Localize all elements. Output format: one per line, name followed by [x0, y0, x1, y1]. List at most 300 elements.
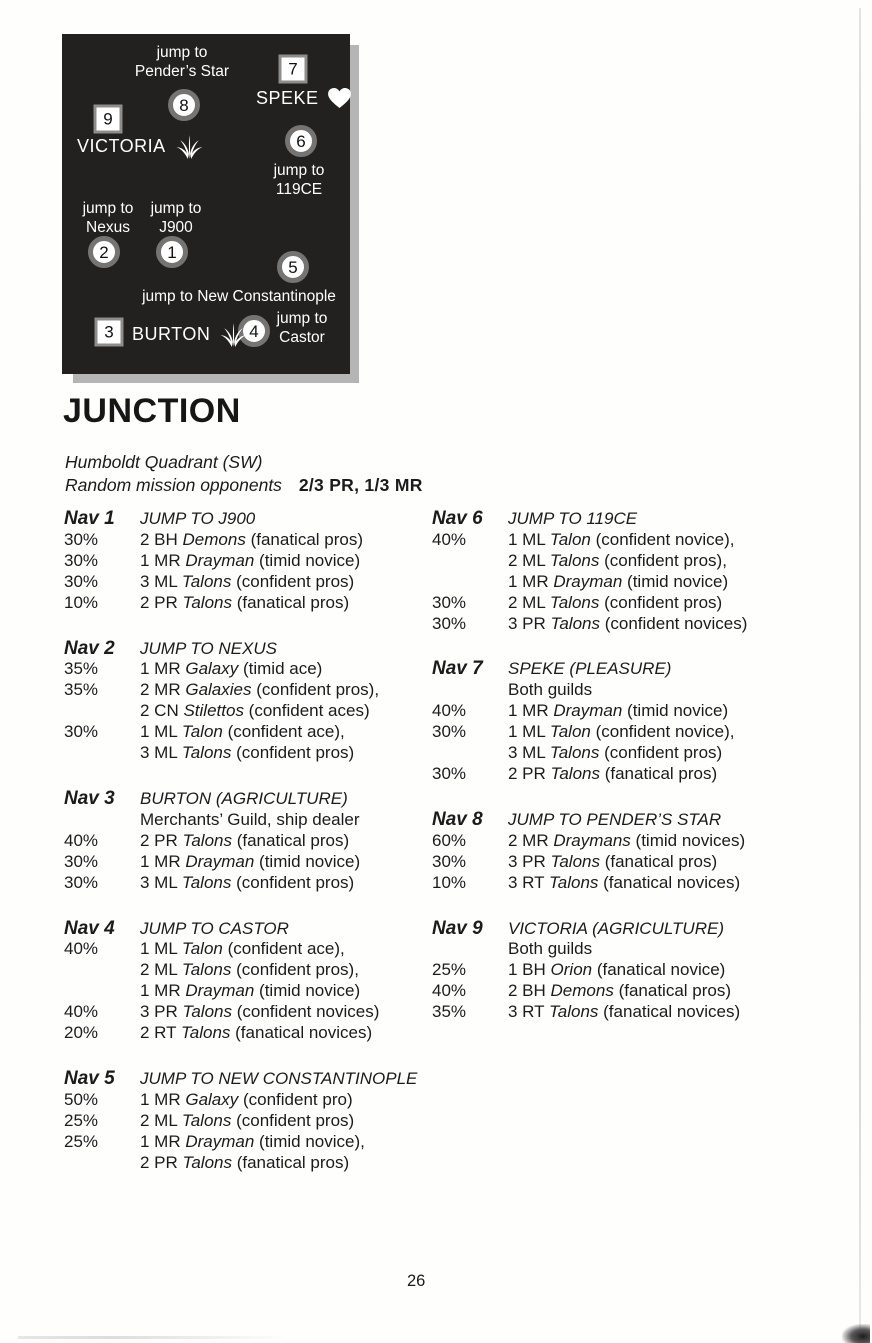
nav-block: [64, 509, 434, 614]
row-right-cell: [140, 789, 434, 810]
nav-marker-number: 3: [104, 322, 114, 342]
row-right-cell: [140, 639, 434, 660]
encounter-text: 1 MR: [508, 701, 554, 721]
probability: 10%: [64, 592, 99, 612]
agriculture-icon: [175, 134, 204, 159]
scan-smudge-bottom: [18, 1336, 288, 1339]
nav-block: [432, 509, 832, 634]
encounter-text: 1 MR: [140, 659, 186, 679]
encounter-text: (fanatical pros): [232, 830, 350, 850]
nav-title: VICTORIA (AGRICULTURE): [508, 918, 724, 938]
row-left-cell: [432, 614, 508, 635]
row-left-cell: [432, 852, 508, 873]
encounter-line: [508, 593, 832, 614]
encounter-line: [140, 1002, 434, 1023]
ship-name: Talon: [181, 722, 223, 742]
row-left-cell: [432, 831, 508, 852]
table-row: [64, 1090, 434, 1111]
row-right-cell: [140, 1069, 434, 1090]
encounter-line: [140, 701, 434, 722]
table-row: [64, 1132, 434, 1174]
encounter-line: [140, 1153, 434, 1174]
row-right-cell: [140, 659, 434, 680]
nav-marker-6: [285, 125, 317, 157]
random-opponents-value: 2/3 PR, 1/3 MR: [298, 475, 423, 495]
ship-name: Draymans: [553, 830, 631, 850]
encounter-line: [140, 1111, 434, 1132]
row-right-cell: [508, 593, 832, 614]
quadrant-subtitle: Humboldt Quadrant (SW): [65, 452, 263, 472]
row-left-cell: [64, 1069, 140, 1090]
encounter-text: (confident aces): [243, 701, 370, 721]
probability: 30%: [64, 529, 99, 549]
row-left-cell: [64, 831, 140, 852]
table-row: [64, 1111, 434, 1132]
encounter-text: 2 RT: [140, 1023, 181, 1043]
encounter-text: (confident pros): [231, 1110, 355, 1130]
encounter-line: [508, 701, 832, 722]
encounter-text: 2 ML: [508, 550, 550, 570]
row-right-cell: [508, 919, 832, 940]
map-label-victoria: [77, 134, 204, 159]
encounter-line: [140, 530, 434, 551]
table-row: [432, 509, 832, 530]
ship-name: Talons: [181, 872, 232, 892]
table-row: [432, 659, 832, 680]
map-label-text: Pender’s Star: [134, 62, 230, 80]
nav-marker-number: 2: [99, 242, 109, 262]
map-label-text: SPEKE: [256, 87, 319, 108]
encounter-line: [508, 1002, 832, 1023]
encounter-line: [508, 614, 832, 635]
encounter-line: [140, 680, 434, 701]
row-right-cell: [140, 680, 434, 722]
encounter-text: (confident pros),: [251, 680, 380, 700]
encounter-line: [508, 831, 832, 852]
encounter-line: [140, 551, 434, 572]
ship-name: Talon: [549, 529, 591, 549]
map-label-text: BURTON: [132, 324, 211, 345]
row-right-cell: [508, 722, 832, 764]
row-left-cell: [64, 659, 140, 680]
row-left-cell: [64, 852, 140, 873]
encounter-text: (fanatical novices): [598, 872, 741, 892]
map-label-jump-nexus: [83, 200, 134, 237]
heart-icon: [328, 88, 351, 108]
map-label-text: jump to New Constantinople: [142, 288, 336, 305]
encounter-line: [140, 722, 434, 743]
row-right-cell: [508, 810, 832, 831]
map-label-text: jump to: [82, 200, 134, 217]
probability: 35%: [432, 1002, 467, 1022]
row-right-cell: [140, 939, 434, 1002]
ship-name: Demons: [182, 529, 246, 549]
ship-name: Talons: [182, 830, 232, 850]
row-left-cell: [64, 1090, 140, 1111]
row-right-cell: [140, 530, 434, 551]
table-row: [64, 919, 434, 940]
nav-id: Nav 1: [64, 508, 115, 529]
row-left-cell: [64, 919, 140, 940]
probability: 40%: [432, 981, 467, 1001]
table-row: [64, 939, 434, 1002]
map-label-text: Castor: [279, 328, 325, 346]
nav-id: Nav 9: [432, 917, 483, 939]
ship-name: Galaxy: [185, 659, 239, 679]
encounter-line: [508, 722, 832, 743]
ship-name: Talons: [182, 592, 232, 612]
row-left-cell: [432, 593, 508, 614]
encounter-text: 2 PR: [140, 1152, 183, 1172]
map-label-text: J900: [159, 218, 193, 236]
encounter-text: (timid novices): [630, 830, 746, 850]
encounter-text: (fanatical novice): [592, 960, 726, 980]
row-right-cell: [508, 614, 832, 635]
encounter-text: 2 CN: [140, 701, 184, 721]
table-row: [64, 572, 434, 593]
encounter-text: (confident novices): [232, 1002, 380, 1022]
probability: 10%: [432, 872, 467, 892]
map-label-text: 119CE: [275, 180, 323, 198]
probability: 30%: [64, 872, 99, 892]
probability: 40%: [432, 701, 467, 721]
table-row: [64, 810, 434, 831]
encounter-text: (timid novice),: [254, 1131, 365, 1151]
encounter-text: 3 ML: [140, 571, 182, 591]
row-left-cell: [432, 764, 508, 785]
probability: 30%: [432, 592, 467, 612]
probability: 30%: [64, 571, 99, 591]
row-left-cell: [432, 659, 508, 680]
table-row: [432, 701, 832, 722]
encounter-text: (fanatical pros): [232, 592, 350, 612]
ship-name: Drayman: [553, 571, 623, 591]
nav-subtitle: Both guilds: [508, 939, 593, 959]
probability: 25%: [64, 1110, 99, 1130]
probability: 30%: [432, 851, 467, 871]
row-left-cell: [64, 572, 140, 593]
probability: 20%: [64, 1023, 99, 1043]
page-edge-shadow: [859, 8, 861, 1334]
encounter-text: (confident pros): [231, 872, 355, 892]
ship-name: Talons: [548, 1002, 599, 1022]
table-row: [64, 639, 434, 660]
table-row: [64, 873, 434, 894]
row-left-cell: [64, 593, 140, 614]
nav-column-right: [432, 509, 832, 1048]
ship-name: Drayman: [185, 550, 255, 570]
table-row: [64, 509, 434, 530]
row-left-cell: [64, 1023, 140, 1044]
row-right-cell: [140, 1090, 434, 1111]
nav-title: JUMP TO J900: [140, 509, 256, 528]
encounter-text: (fanatical pros): [613, 981, 732, 1001]
probability: 40%: [64, 1002, 99, 1022]
row-right-cell: [508, 981, 832, 1002]
table-row: [432, 960, 832, 981]
random-opponents-label: Random mission opponents: [65, 475, 282, 495]
encounter-line: [140, 981, 434, 1002]
table-row: [432, 1002, 832, 1023]
encounter-text: 2 ML: [140, 960, 182, 980]
row-right-cell: [140, 722, 434, 764]
row-right-cell: [140, 1111, 434, 1132]
nav-block: [64, 639, 434, 764]
encounter-text: 3 RT: [508, 872, 549, 892]
ship-name: Talons: [182, 1152, 232, 1172]
encounter-text: (confident pros): [231, 743, 355, 763]
encounter-line: [140, 831, 434, 852]
nav-block: [64, 1069, 434, 1174]
nav-block: [64, 919, 434, 1044]
encounter-text: 2 PR: [508, 763, 551, 783]
row-right-cell: [140, 509, 434, 530]
encounter-text: 1 MR: [140, 1131, 186, 1151]
row-left-cell: [432, 530, 508, 551]
row-left-cell: [432, 981, 508, 1002]
row-right-cell: [508, 960, 832, 981]
encounter-text: (confident ace),: [222, 939, 345, 959]
encounter-text: (confident pros),: [231, 960, 359, 980]
encounter-text: 1 ML: [508, 722, 550, 742]
encounter-line: [140, 960, 434, 981]
nav-block: [432, 919, 832, 1024]
nav-block: [432, 659, 832, 784]
encounter-line: [140, 873, 434, 894]
encounter-text: 1 MR: [508, 571, 554, 591]
table-row: [432, 810, 832, 831]
encounter-text: (confident pros): [599, 743, 723, 763]
row-right-cell: [508, 873, 832, 894]
ship-name: Talons: [550, 763, 600, 783]
map-label-jump-new-constantinople: [142, 288, 336, 307]
nav-title: JUMP TO NEXUS: [140, 638, 277, 658]
probability: 60%: [432, 830, 467, 850]
probability: 30%: [432, 613, 467, 633]
ship-name: Talons: [181, 960, 232, 980]
encounter-text: (timid ace): [238, 659, 323, 679]
ship-name: Talon: [549, 722, 591, 742]
probability: 50%: [64, 1089, 99, 1109]
encounter-text: (confident novice),: [590, 722, 735, 742]
encounter-text: 2 PR: [140, 830, 183, 850]
nav-marker-number: 5: [288, 257, 298, 277]
probability: 35%: [64, 680, 99, 700]
row-right-cell: [508, 509, 832, 530]
nav-marker-3: [95, 318, 124, 347]
table-row: [432, 831, 832, 852]
encounter-text: (fanatical pros): [600, 763, 718, 783]
row-left-cell: [432, 1002, 508, 1023]
row-left-cell: [432, 509, 508, 530]
ship-name: Galaxy: [185, 1089, 239, 1109]
table-row: [432, 873, 832, 894]
encounter-text: 2 ML: [508, 592, 550, 612]
row-right-cell: [140, 919, 434, 940]
row-right-cell: [140, 551, 434, 572]
ship-name: Demons: [550, 981, 614, 1001]
nav-marker-8: [168, 89, 200, 121]
scan-smudge-icon: [842, 1324, 870, 1343]
row-right-cell: [508, 939, 832, 960]
row-left-cell: [64, 551, 140, 572]
row-left-cell: [64, 680, 140, 701]
encounter-text: 1 ML: [140, 722, 182, 742]
nav-subtitle: Merchants’ Guild, ship dealer: [140, 809, 360, 829]
nav-marker-number: 7: [288, 59, 298, 79]
row-right-cell: [508, 831, 832, 852]
row-left-cell: [432, 701, 508, 722]
row-right-cell: [140, 1132, 434, 1174]
nav-block: [432, 810, 832, 894]
nav-id: Nav 5: [64, 1067, 115, 1089]
row-right-cell: [508, 659, 832, 680]
nav-column-left: [64, 509, 434, 1198]
nav-id: Nav 7: [432, 658, 483, 680]
map-label-jump-castor: [277, 310, 328, 347]
table-row: [64, 1069, 434, 1090]
ship-name: Drayman: [185, 851, 255, 871]
probability: 30%: [432, 722, 467, 742]
probability: 40%: [432, 529, 467, 549]
nav-title: JUMP TO 119CE: [508, 509, 638, 528]
ship-name: Talons: [549, 743, 600, 763]
ship-name: Talons: [181, 571, 232, 591]
encounter-line: [508, 981, 832, 1002]
row-right-cell: [140, 852, 434, 873]
encounter-text: (timid novice): [254, 550, 361, 570]
encounter-text: (fanatical pros): [600, 851, 718, 871]
encounter-text: 1 MR: [140, 550, 186, 570]
encounter-text: (confident pros): [599, 592, 723, 612]
ship-name: Talon: [181, 939, 223, 959]
row-right-cell: [508, 680, 832, 701]
table-row: [64, 1002, 434, 1023]
table-row: [432, 680, 832, 701]
table-row: [64, 831, 434, 852]
table-row: [64, 722, 434, 764]
map-label-jump-119ce: [274, 162, 325, 199]
encounter-text: 3 ML: [508, 743, 550, 763]
encounter-text: 3 PR: [508, 613, 551, 633]
encounter-line: [508, 873, 832, 894]
encounter-line: [508, 530, 832, 551]
encounter-text: (timid novice): [254, 851, 361, 871]
map-label-text: Nexus: [86, 218, 130, 236]
nav-id: Nav 6: [432, 508, 483, 529]
table-row: [64, 593, 434, 614]
row-left-cell: [64, 509, 140, 530]
encounter-text: 2 ML: [140, 1110, 182, 1130]
encounter-text: 2 PR: [140, 592, 183, 612]
ship-name: Talons: [181, 1110, 232, 1130]
table-row: [64, 659, 434, 680]
ship-name: Talons: [548, 872, 599, 892]
probability: 40%: [64, 830, 99, 850]
row-left-cell: [64, 530, 140, 551]
encounter-text: 2 BH: [508, 981, 551, 1001]
encounter-text: (fanatical novices): [230, 1023, 373, 1043]
encounter-line: [140, 743, 434, 764]
probability: 30%: [64, 550, 99, 570]
row-left-cell: [432, 722, 508, 743]
nav-marker-7: [279, 55, 308, 84]
encounter-text: (fanatical novices): [598, 1002, 741, 1022]
row-right-cell: [140, 1002, 434, 1023]
ship-name: Drayman: [185, 1131, 255, 1151]
table-row: [432, 722, 832, 764]
nav-block: [64, 789, 434, 894]
encounter-text: (timid novice): [622, 571, 729, 591]
encounter-line: [140, 1090, 434, 1111]
encounter-line: [508, 764, 832, 785]
map-label-row: [77, 134, 204, 159]
ship-name: Talons: [550, 851, 600, 871]
row-right-cell: [508, 764, 832, 785]
nav-subtitle: Both guilds: [508, 680, 593, 700]
nav-title: JUMP TO PENDER’S STAR: [508, 809, 722, 829]
nav-marker-1: [156, 236, 188, 268]
table-row: [432, 593, 832, 614]
map-label-text: jump to: [273, 162, 325, 179]
probability: 40%: [64, 939, 99, 959]
table-row: [432, 852, 832, 873]
table-row: [432, 614, 832, 635]
row-left-cell: [432, 810, 508, 831]
map-label-row: [132, 322, 248, 347]
row-left-cell: [432, 873, 508, 894]
nav-marker-number: 6: [296, 131, 306, 151]
encounter-line: [140, 572, 434, 593]
encounter-text: 3 PR: [140, 1002, 183, 1022]
encounter-text: 2 BH: [140, 529, 183, 549]
ship-name: Talons: [549, 592, 600, 612]
encounter-line: [140, 852, 434, 873]
encounter-text: 1 MR: [140, 1089, 186, 1109]
encounter-text: (timid novice): [254, 981, 361, 1001]
nav-id: Nav 8: [432, 808, 483, 830]
table-row: [64, 789, 434, 810]
row-left-cell: [64, 873, 140, 894]
ship-name: Drayman: [185, 981, 255, 1001]
ship-name: Talons: [549, 550, 600, 570]
page-title: JUNCTION: [63, 392, 241, 430]
random-opponents-line: [65, 475, 423, 496]
row-right-cell: [140, 1023, 434, 1044]
probability: 25%: [64, 1131, 99, 1151]
ship-name: Talons: [182, 1002, 232, 1022]
encounter-text: (confident novices): [600, 613, 748, 633]
table-row: [432, 981, 832, 1002]
encounter-text: (confident pros): [231, 571, 355, 591]
nav-id: Nav 2: [64, 637, 115, 659]
nav-marker-number: 9: [103, 109, 113, 129]
encounter-line: [508, 960, 832, 981]
row-right-cell: [508, 1002, 832, 1023]
map-label-row: [256, 88, 351, 108]
map-label-jump-j900: [151, 200, 202, 237]
table-row: [64, 551, 434, 572]
table-row: [64, 1023, 434, 1044]
nav-id: Nav 3: [64, 787, 115, 809]
nav-marker-9: [94, 105, 123, 134]
agriculture-icon: [219, 322, 248, 347]
map-label-text: jump to: [276, 310, 328, 327]
table-row: [432, 764, 832, 785]
page-number: 26: [407, 1272, 426, 1290]
row-right-cell: [508, 852, 832, 873]
encounter-text: 3 RT: [508, 1002, 549, 1022]
